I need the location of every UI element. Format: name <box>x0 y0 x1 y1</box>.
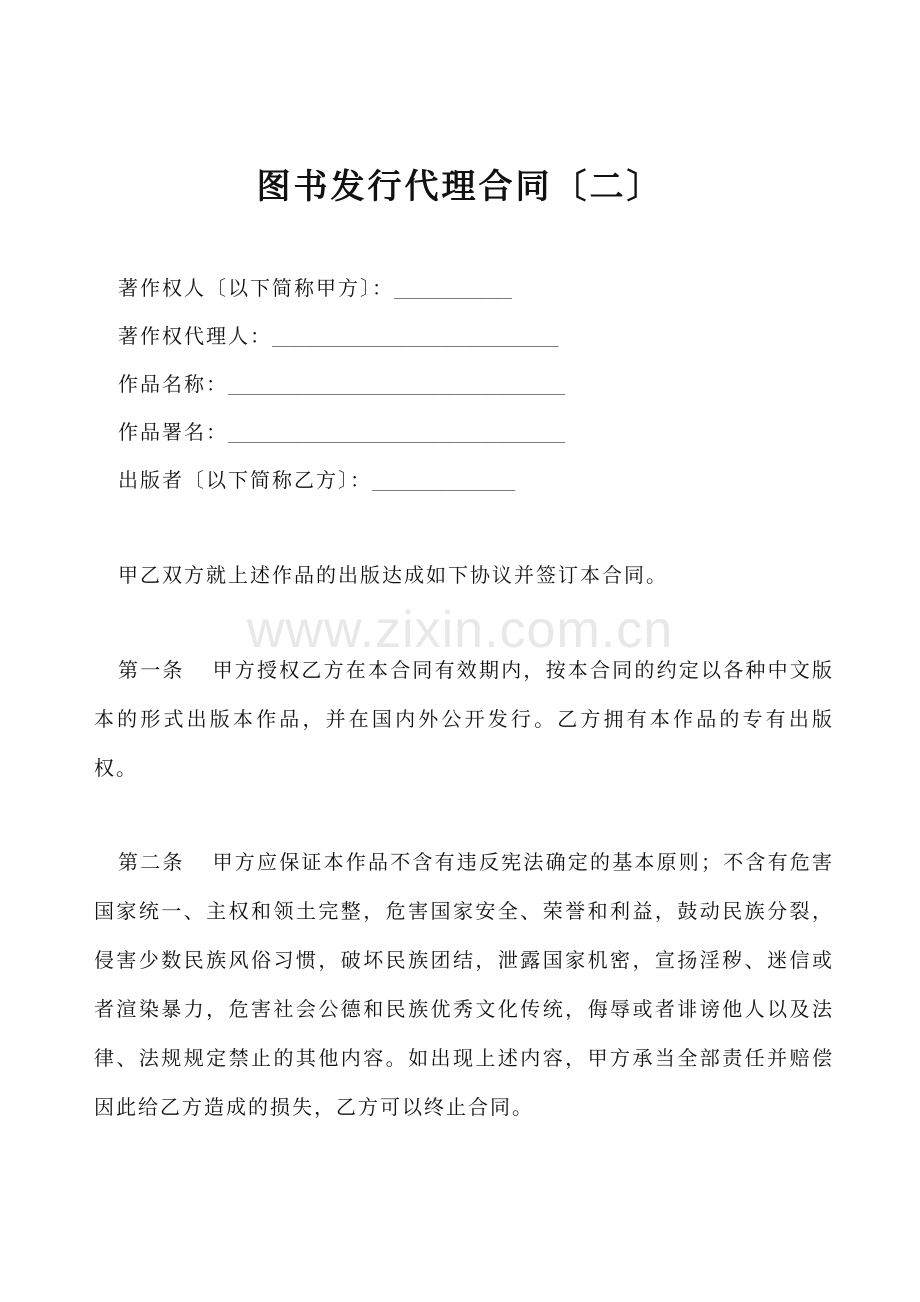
field-copyright-holder <box>118 264 565 312</box>
fill-in-blank: _________________ <box>372 475 516 491</box>
field-label: 出版者〔以下简称乙方〕： <box>118 468 372 492</box>
field-work-title <box>118 360 565 408</box>
article-2 <box>94 838 834 1132</box>
field-publisher <box>118 456 565 504</box>
article-heading: 第二条 <box>118 850 185 874</box>
fill-in-blank: ______________ <box>394 283 513 299</box>
intro-paragraph: 甲乙双方就上述作品的出版达成如下协议并签订本合同。 <box>118 563 668 587</box>
fill-in-blank: __________________________________ <box>272 331 559 347</box>
article-heading: 第一条 <box>118 658 185 682</box>
field-label: 作品署名： <box>118 420 228 444</box>
article-text: 甲方应保证本作品不含有违反宪法确定的基本原则；不含有危害国家统一、主权和领土完整，危害国家安全、荣誉和利益，鼓动民族分裂，侵害少数民族风俗习惯，破坏民族团结，泄露国家机密，宣扬淫秽、迷信或者渲染暴力，危害社会公德和民族优秀文化传统，侮辱或者诽谤他人以及法律、法规规定禁止的其他内容。如出现上述内容，甲方承当全部责任并赔偿因此给乙方造成的损失，乙方可以终止合同。 <box>94 850 835 1119</box>
watermark: www.zixin.com.cn <box>246 601 674 659</box>
party-fields <box>118 264 565 504</box>
fill-in-blank: ________________________________________ <box>228 379 566 395</box>
field-label: 著作权代理人： <box>118 324 272 348</box>
article-1 <box>94 646 834 793</box>
field-copyright-agent <box>118 312 565 360</box>
field-label: 著作权人〔以下简称甲方〕： <box>118 276 394 300</box>
field-label: 作品名称： <box>118 372 228 396</box>
fill-in-blank: ________________________________________ <box>228 427 566 443</box>
article-text: 甲方授权乙方在本合同有效期内，按本合同的约定以各种中文版本的形式出版本作品，并在国内外公开发行。乙方拥有本作品的专有出版权。 <box>94 658 835 780</box>
document-title: 图书发行代理合同〔二〕 <box>256 167 664 207</box>
field-work-author-name <box>118 408 565 456</box>
